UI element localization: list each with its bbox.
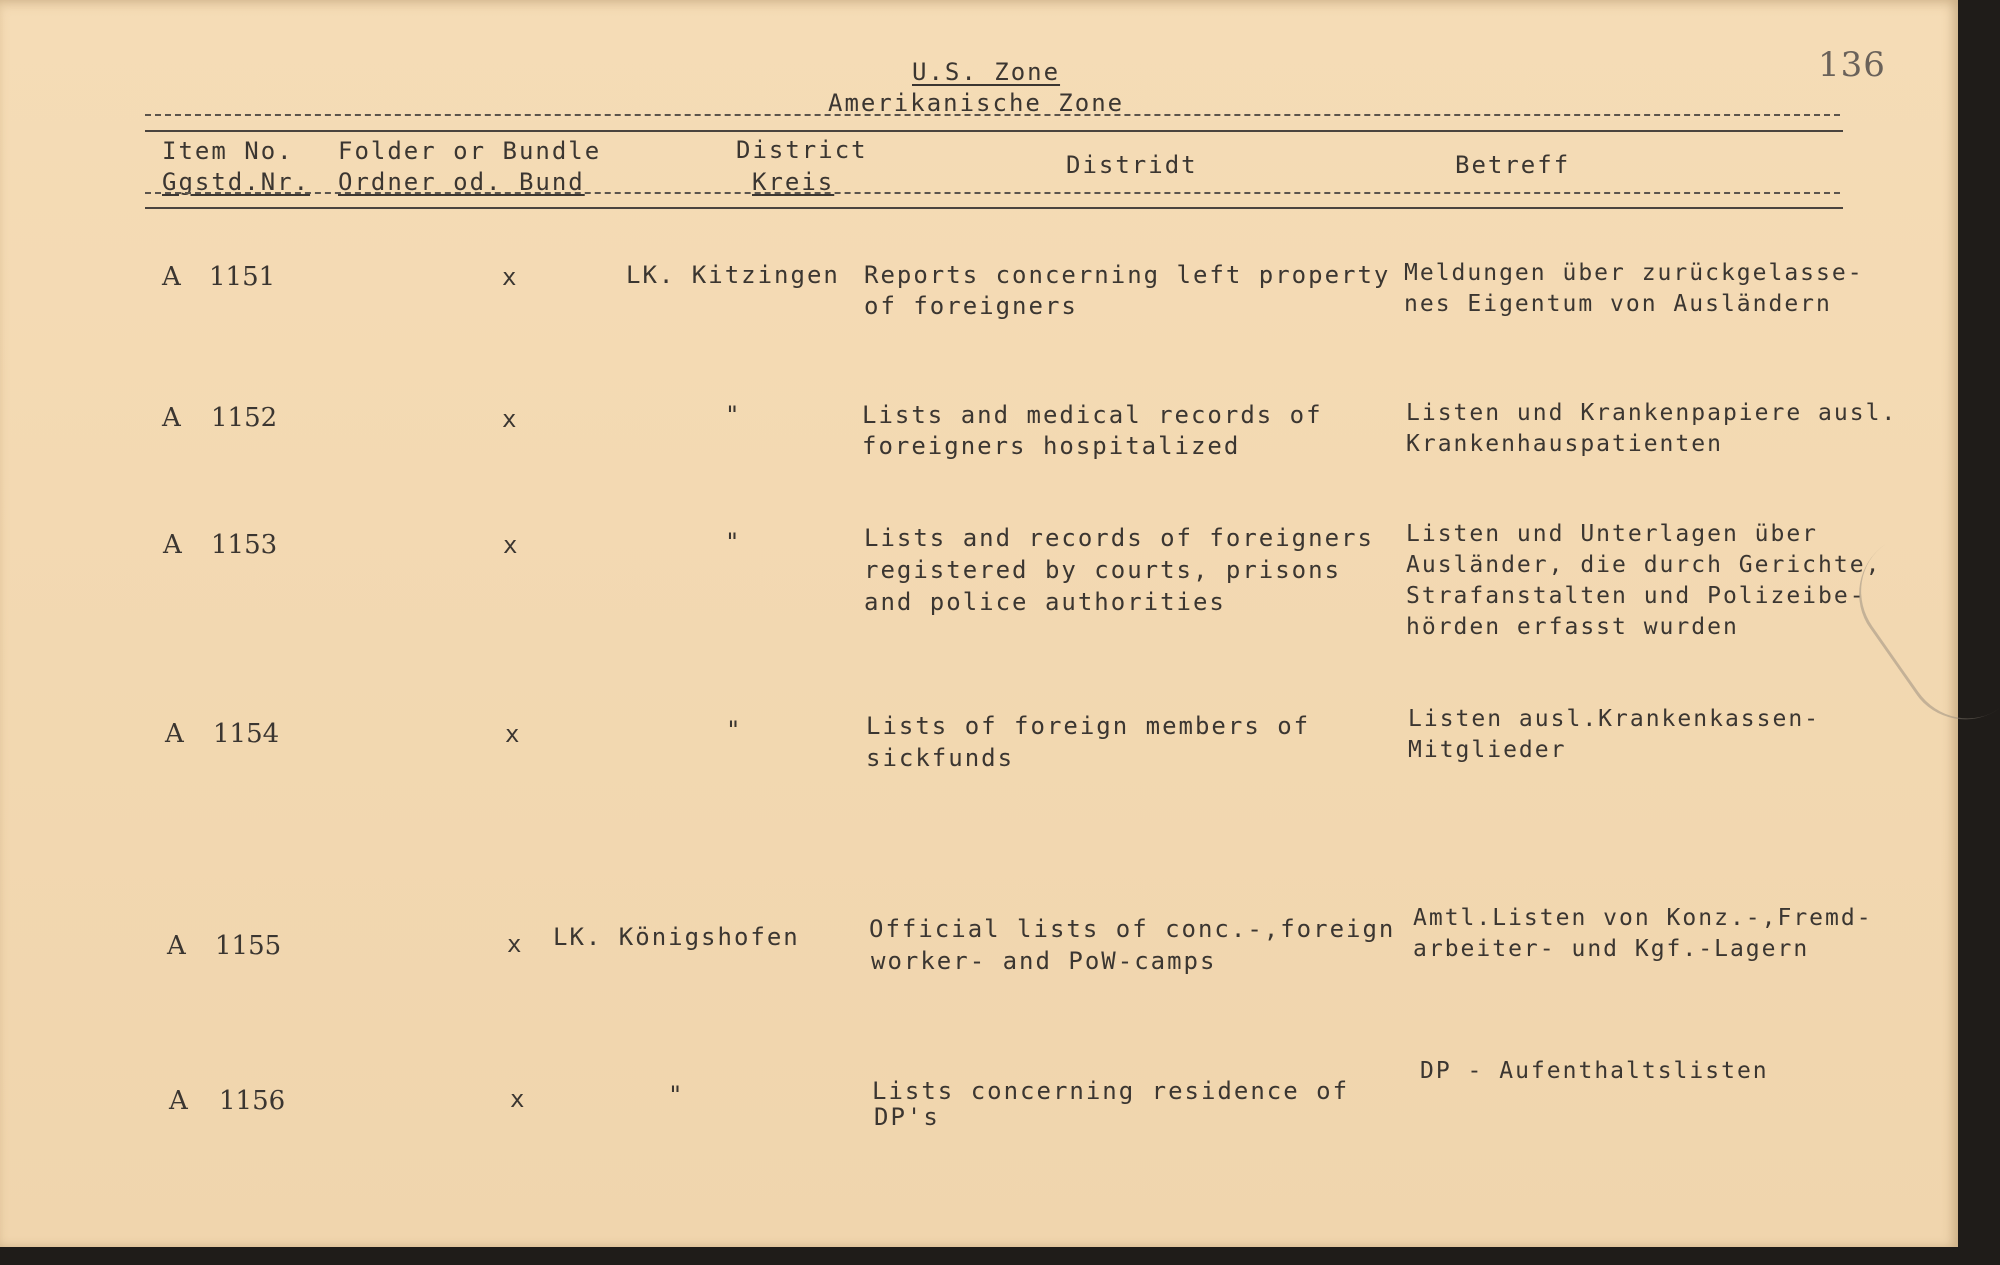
- item-number: 1153: [211, 530, 278, 560]
- description-de-line: arbeiter- und Kgf.-Lagern: [1413, 936, 1810, 962]
- description-en-line: DP's: [874, 1103, 940, 1131]
- description-en-line: worker- and PoW-camps: [871, 947, 1217, 975]
- description-de-line: Meldungen über zurückgelasse-: [1404, 260, 1864, 286]
- col-subject-de: Betreff: [1455, 151, 1571, 179]
- card-clip: [1836, 497, 2000, 743]
- description-de-line: nes Eigentum von Ausländern: [1404, 291, 1832, 317]
- description-en-line: Official lists of conc.-,foreign: [869, 915, 1396, 943]
- description-en-line: Lists concerning residence of: [872, 1077, 1350, 1105]
- description-de-line: Listen und Unterlagen über: [1406, 521, 1819, 547]
- col-item-en: Item No.: [162, 137, 294, 165]
- description-en-line: foreigners hospitalized: [862, 432, 1241, 460]
- heading-dashed-rule: [145, 192, 1840, 194]
- item-number: 1155: [215, 931, 282, 961]
- district-ditto: ": [725, 528, 742, 556]
- col-folder-de: Ordner od. Bund: [338, 168, 585, 196]
- description-de-line: Amtl.Listen von Konz.-,Fremd-: [1413, 905, 1873, 931]
- description-en-line: Lists and medical records of: [862, 401, 1323, 429]
- item-series: A: [165, 719, 184, 749]
- folder-mark: x: [503, 531, 520, 559]
- col-item-de: Ggstd.Nr.: [162, 168, 311, 196]
- district-name: LK. Kitzingen: [626, 261, 840, 289]
- page-number: 136: [1818, 45, 1886, 85]
- description-de-line: Strafanstalten und Polizeibe-: [1406, 583, 1866, 609]
- description-en-line: Lists and records of foreigners: [864, 524, 1374, 552]
- district-ditto: ": [668, 1081, 685, 1109]
- description-en-line: Reports concerning left property: [864, 261, 1391, 289]
- col-district-de: Kreis: [752, 168, 835, 196]
- description-de-line: Mitglieder: [1408, 737, 1567, 763]
- description-en-line: Lists of foreign members of: [866, 712, 1311, 740]
- header-dashed-rule: [145, 114, 1840, 116]
- description-de-line: Ausländer, die durch Gerichte,: [1406, 552, 1882, 578]
- item-number: 1156: [219, 1086, 286, 1116]
- district-name: LK. Königshofen: [553, 923, 800, 951]
- zone-title-de: Amerikanische Zone: [828, 89, 1125, 117]
- district-ditto: ": [726, 716, 743, 744]
- description-en-line: of foreigners: [864, 292, 1078, 320]
- item-series: A: [162, 262, 181, 292]
- table-top-rule: [145, 130, 1843, 132]
- folder-mark: x: [502, 405, 519, 433]
- item-series: A: [162, 403, 181, 433]
- description-de-line: Krankenhauspatienten: [1406, 431, 1723, 457]
- description-en-line: registered by courts, prisons: [864, 556, 1342, 584]
- description-de-line: Listen und Krankenpapiere ausl.: [1406, 400, 1898, 426]
- item-series: A: [167, 931, 186, 961]
- folder-mark: x: [507, 930, 524, 958]
- item-series: A: [163, 530, 182, 560]
- item-series: A: [169, 1086, 188, 1116]
- col-district-en: District: [736, 136, 868, 164]
- folder-mark: x: [505, 720, 522, 748]
- item-number: 1154: [213, 719, 280, 749]
- zone-title-en: U.S. Zone: [912, 58, 1061, 86]
- description-en-line: and police authorities: [864, 588, 1226, 616]
- heading-bottom-rule: [145, 207, 1843, 209]
- folder-mark: x: [510, 1085, 527, 1113]
- item-number: 1151: [209, 262, 276, 292]
- folder-mark: x: [502, 263, 519, 291]
- description-de-line: DP - Aufenthaltslisten: [1420, 1058, 1769, 1084]
- description-de-line: Listen ausl.Krankenkassen-: [1408, 706, 1821, 732]
- item-number: 1152: [211, 403, 278, 433]
- district-ditto: ": [725, 401, 742, 429]
- col-folder-en: Folder or Bundle: [338, 137, 602, 165]
- col-subject-en: Distridt: [1066, 151, 1198, 179]
- description-de-line: hörden erfasst wurden: [1406, 614, 1739, 640]
- description-en-line: sickfunds: [866, 744, 1015, 772]
